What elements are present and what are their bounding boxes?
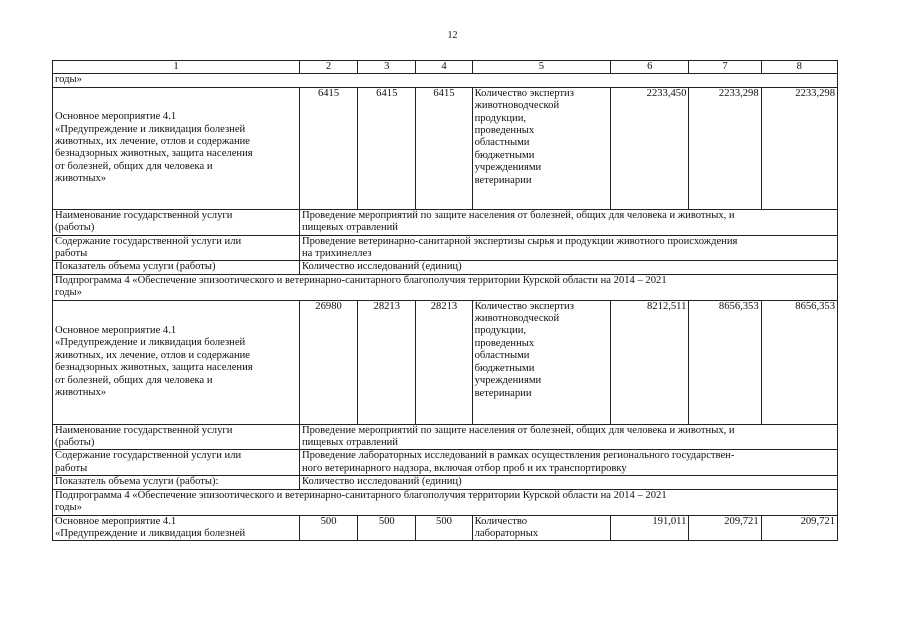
value-col7-1: 2233,298 [689,87,761,209]
subprogram-title-1: Подпрограмма 4 «Обеспечение эпизоотического и ветеринарно-санитарного благополучия территории Курской области на 2014 – 2021 годы» [55,274,667,299]
col-header-5: 5 [472,61,611,74]
header-row [53,61,838,74]
volume-indicator-row-2 [53,476,838,489]
col-header-3: 3 [358,61,416,74]
value-col2-2: 26980 [299,300,357,424]
subprogram-title-2: Подпрограмма 4 «Обеспечение эпизоотического и ветеринарно-санитарного благополучия территории Курской области на 2014 – 2021 годы» [55,489,667,514]
col-header-6: 6 [611,61,689,74]
subprogram-row-2 [53,489,838,515]
col-header-7: 7 [689,61,761,74]
service-name-label-1: Наименование государственной услуги (работы) [55,209,233,234]
service-name-value-1: Проведение мероприятий по защите населения от болезней, общих для человека и животных, и пищевых отравлений [301,209,735,234]
col-header-8: 8 [761,61,837,74]
volume-indicator-row-1 [53,261,838,274]
program-table [52,60,838,541]
volume-indicator-label-2: Показатель объема услуги (работы): [53,476,300,489]
value-col8-3: 209,721 [761,515,837,541]
value-col7-3: 209,721 [689,515,761,541]
value-col6-1: 2233,450 [611,87,689,209]
service-name-label-2: Наименование государственной услуги (работы) [55,424,233,449]
event-name-3: Основное мероприятие 4.1 «Предупреждение и ликвидация болезней [55,515,246,539]
service-content-value-2: Проведение лабораторных исследований в рамках осуществления регионального государствен- ного ветеринарного надзора, включая отбор проб и их транспортировку [301,450,735,474]
event-name-2: Основное мероприятие 4.1 «Предупреждение и ликвидация болезней животных, их лечение, отлов и содержание безнадзорных животных, защита населения от болезней, общих для человека и животных» [55,324,253,398]
event-row-1 [53,87,838,209]
value-col2-1: 6415 [299,87,357,209]
service-name-row-2 [53,424,838,450]
service-content-row-2 [53,450,838,476]
value-col4-2: 28213 [416,300,472,424]
value-col4-3: 500 [416,515,472,541]
value-col3-2: 28213 [358,300,416,424]
value-col2-3: 500 [299,515,357,541]
value-col8-2: 8656,353 [761,300,837,424]
value-col7-2: 8656,353 [689,300,761,424]
indicator-name-1: Количество экспертиз животноводческой продукции, проведенных областными бюджетными учреждениями ветеринарии [474,87,574,186]
value-col4-1: 6415 [416,87,472,209]
event-name-1: Основное мероприятие 4.1 «Предупреждение и ликвидация болезней животных, их лечение, отлов и содержание безнадзорных животных, защита населения от болезней, общих для человека и животных» [55,111,253,185]
indicator-name-3: Количество лабораторных [474,515,539,539]
service-name-row-1 [53,209,838,235]
service-name-value-2: Проведение мероприятий по защите населения от болезней, общих для человека и животных, и пищевых отравлений [301,424,735,449]
value-col8-1: 2233,298 [761,87,837,209]
value-col6-3: 191,011 [611,515,689,541]
service-content-label-1: Содержание государственной услуги или работы [55,235,242,260]
service-content-value-1: Проведение ветеринарно-санитарной экспертизы сырья и продукции животного происхождения на трихинеллез [301,235,738,260]
service-content-row-1 [53,235,838,261]
service-content-label-2: Содержание государственной услуги или работы [55,450,242,474]
value-col6-2: 8212,511 [611,300,689,424]
volume-indicator-value-1: Количество исследований (единиц) [299,261,837,274]
years-continuation: годы» [53,74,838,87]
volume-indicator-value-2: Количество исследований (единиц) [299,476,837,489]
event-row-3 [53,515,838,541]
value-col3-1: 6415 [358,87,416,209]
indicator-name-2: Количество экспертиз животноводческой продукции, проведенных областными бюджетными учреждениями ветеринарии [474,300,574,399]
event-row-2 [53,300,838,424]
subprogram-row-1 [53,274,838,300]
col-header-1: 1 [53,61,300,74]
page-number: 12 [447,30,458,41]
col-header-4: 4 [416,61,472,74]
years-continuation-row [53,74,838,87]
value-col3-3: 500 [358,515,416,541]
volume-indicator-label-1: Показатель объема услуги (работы) [53,261,300,274]
col-header-2: 2 [299,61,357,74]
